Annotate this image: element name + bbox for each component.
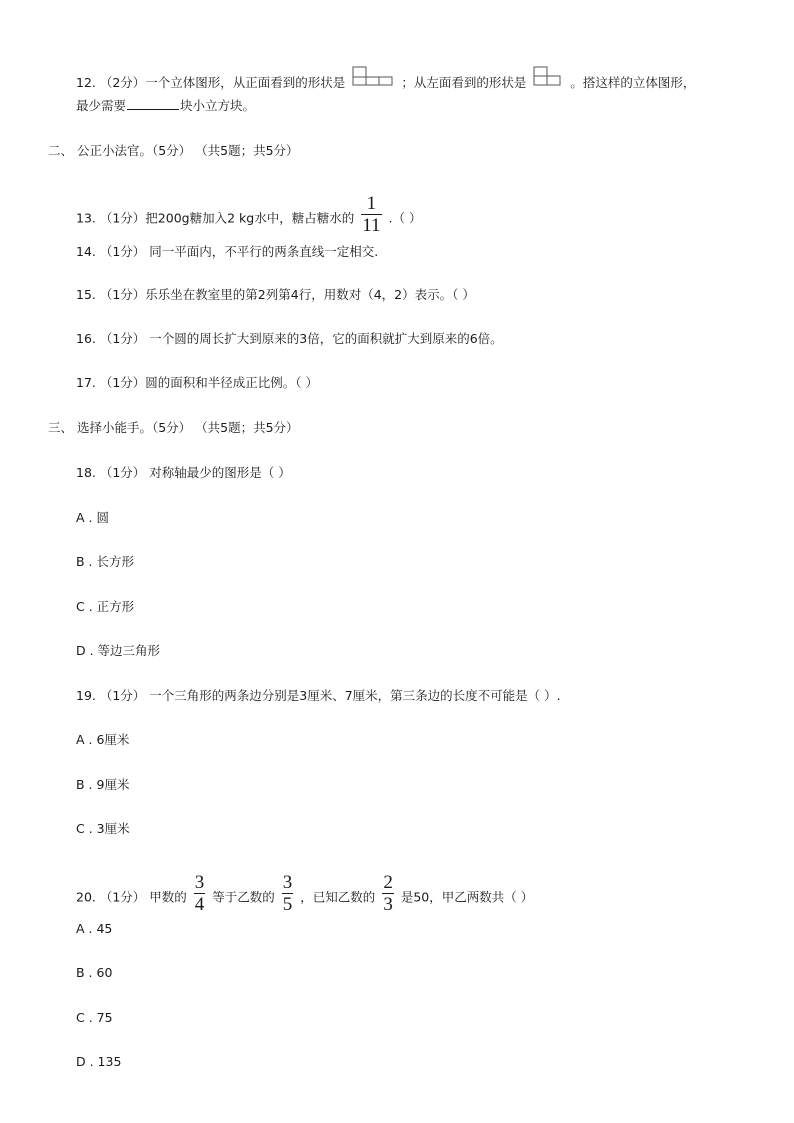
- fraction: [282, 874, 294, 914]
- question-13-text-start: 13. （1分）把200g糖加入2 kg水中，糖占糖水的: [76, 210, 355, 226]
- fraction: [194, 874, 206, 914]
- question-14: 14. （1分） 同一平面内，不平行的两条直线一定相交.: [76, 244, 379, 259]
- question-12-line2: [76, 97, 255, 115]
- option-b[interactable]: B . 9厘米: [76, 777, 130, 792]
- question-20-text-1: 20. （1分） 甲数的: [76, 889, 187, 905]
- question-12-text-middle: ；从左面看到的形状是: [401, 75, 527, 90]
- option-c[interactable]: C . 3厘米: [76, 821, 130, 836]
- question-16: 16. （1分） 一个圆的周长扩大到原来的3倍，它的面积就扩大到原来的6倍。: [76, 331, 503, 346]
- section-2-title: 二、 公正小法官。（5分） （共5题；共5分）: [48, 143, 299, 158]
- question-17: 17. （1分）圆的面积和半径成正比例。（ ）: [76, 375, 319, 390]
- fraction-numerator: 3: [282, 872, 293, 893]
- fraction-denominator: 11: [362, 215, 381, 236]
- option-d[interactable]: D . 135: [76, 1054, 122, 1069]
- option-b[interactable]: B . 60: [76, 965, 113, 980]
- option-a[interactable]: A . 圆: [76, 510, 109, 525]
- answer-blank[interactable]: [127, 97, 179, 110]
- question-12-line2-after: 块小立方块。: [180, 98, 256, 113]
- fraction-denominator: 4: [194, 894, 205, 915]
- fraction-denominator: 5: [282, 894, 293, 915]
- question-20-text-3: ，已知乙数的: [300, 889, 376, 905]
- two-by-two-squares-icon: [532, 65, 564, 92]
- question-12-line2-before: 最少需要: [76, 98, 127, 113]
- question-12-text-start: 12. （2分）一个立体图形，从正面看到的形状是: [76, 75, 346, 90]
- fraction: [361, 195, 381, 235]
- three-squares-in-row-icon: [351, 65, 395, 92]
- fraction-numerator: 3: [194, 872, 205, 893]
- question-20: [76, 872, 534, 918]
- question-13-text-end: .（ ）: [388, 210, 422, 226]
- option-c[interactable]: C . 75: [76, 1010, 113, 1025]
- fraction-numerator: 2: [383, 872, 393, 893]
- question-20-text-2: 等于乙数的: [212, 889, 275, 905]
- question-12-text-end: 。搭这样的立体图形，: [570, 75, 696, 90]
- option-c[interactable]: C . 正方形: [76, 599, 135, 614]
- question-15: 15. （1分）乐乐坐在教室里的第2列第4行，用数对（4，2）表示。（ ）: [76, 287, 475, 302]
- option-d[interactable]: D . 等边三角形: [76, 643, 161, 658]
- option-a[interactable]: A . 45: [76, 921, 113, 936]
- question-19: 19. （1分） 一个三角形的两条边分别是3厘米、7厘米，第三条边的长度不可能是（ ）.: [76, 688, 561, 703]
- option-a[interactable]: A . 6厘米: [76, 732, 130, 747]
- fraction: [382, 874, 394, 914]
- section-3-title: 三、 选择小能手。（5分） （共5题；共5分）: [48, 420, 299, 435]
- fraction-numerator: 1: [366, 193, 377, 214]
- question-18: 18. （1分） 对称轴最少的图形是（ ）: [76, 465, 291, 480]
- question-13: [76, 193, 422, 239]
- option-b[interactable]: B . 长方形: [76, 554, 134, 569]
- question-20-text-4: 是50，甲乙两数共（ ）: [400, 889, 534, 905]
- question-12: [76, 70, 695, 97]
- fraction-denominator: 3: [383, 894, 393, 915]
